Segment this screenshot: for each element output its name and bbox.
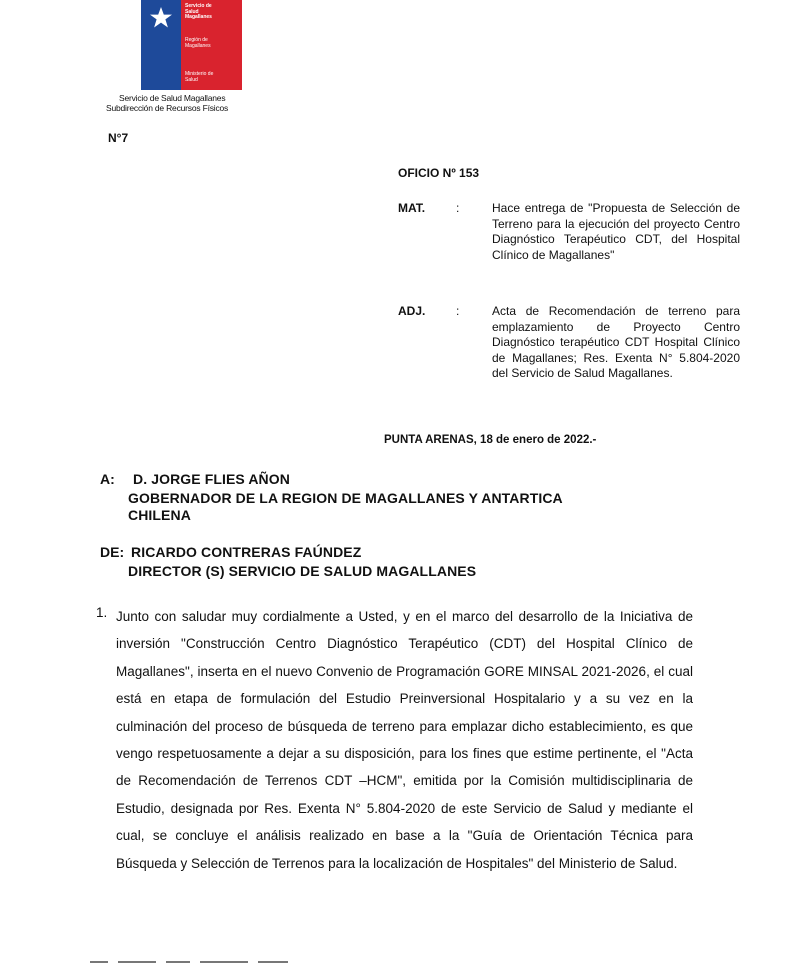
cut-off-next-line [90,952,420,963]
star-icon [149,6,173,30]
adj-text-part2: Res. Exenta N° 5.804-2020 del Servicio de Salud Magallanes. [492,350,740,380]
logo-blue-panel [141,0,181,90]
logo-text-ministry: Ministerio de Salud [185,71,214,83]
institution-logo [141,0,242,90]
mat-colon: : [456,201,460,215]
mat-text: Hace entrega de "Propuesta de Selección de Terreno para la ejecución del proyecto Centro Diagnóstico Terapéutico CDT, del Hospital Clínico de Magallanes" [492,201,740,262]
logo-red-panel [181,0,242,90]
to-label: A: [100,471,115,487]
from-title: DIRECTOR (S) SERVICIO DE SALUD MAGALLANES [128,563,477,579]
adj-text [492,304,740,382]
reference-number: N°7 [108,131,129,145]
adj-colon: : [456,304,460,318]
logo-text-region: Región de Magallanes [185,37,211,49]
date-line: PUNTA ARENAS, 18 de enero de 2022.- [384,434,597,446]
adj-label: ADJ. [398,304,426,318]
oficio-number: OFICIO Nº 153 [398,166,480,180]
from-label: DE: [100,544,125,560]
to-title-line1: GOBERNADOR DE LA REGION DE MAGALLANES Y ANTARTICA [128,490,563,506]
paragraph-body: Junto con saludar muy cordialmente a Usted, y en el marco del desarrollo de la Iniciativa de inversión "Construcción Centro Diagnóstico Terapéutico (CDT) del Hospital Clínico de Magallanes", inserta en el nuevo Convenio de Programación GORE MINSAL 2021-2026, el cual está en etapa de formulación del Estudio Preinversional Hospitalario y a su vez en la culminación del proceso de búsqueda de terreno para emplazar dicho establecimiento, es que vengo respetuosamente a dejar a su disposición, para los fines que estime pertinente, el "Acta de Recomendación de Terrenos CDT –HCM", emitida por la Comisión multidisciplinaria de Estudio, designada por Res. Exenta N° 5.804-2020 de este Servicio de Salud y mediante el cual, se concluye el análisis realizado en base a la "Guía de Orientación Técnica para Búsqueda y Selección de Terrenos para la localización de Hospitales" del Ministerio de Salud. [116,609,693,871]
to-title-line2: CHILENA [128,507,191,523]
from-name: RICARDO CONTRERAS FAÚNDEZ [131,544,362,560]
adj-text-part1: Acta de Recomendación de terreno para emplazamiento de Proyecto Centro Diagnóstico terapéutico CDT Hospital Clínico de Magallanes; [492,304,740,365]
to-name: D. JORGE FLIES AÑON [133,471,290,487]
mat-label: MAT. [398,201,426,215]
paragraph-number: 1. [96,605,108,620]
org-name: Servicio de Salud Magallanes [119,93,226,103]
logo-text-service: Servicio de Salud Magallanes [185,3,212,20]
org-subdivision: Subdirección de Recursos Físicos [106,103,229,113]
